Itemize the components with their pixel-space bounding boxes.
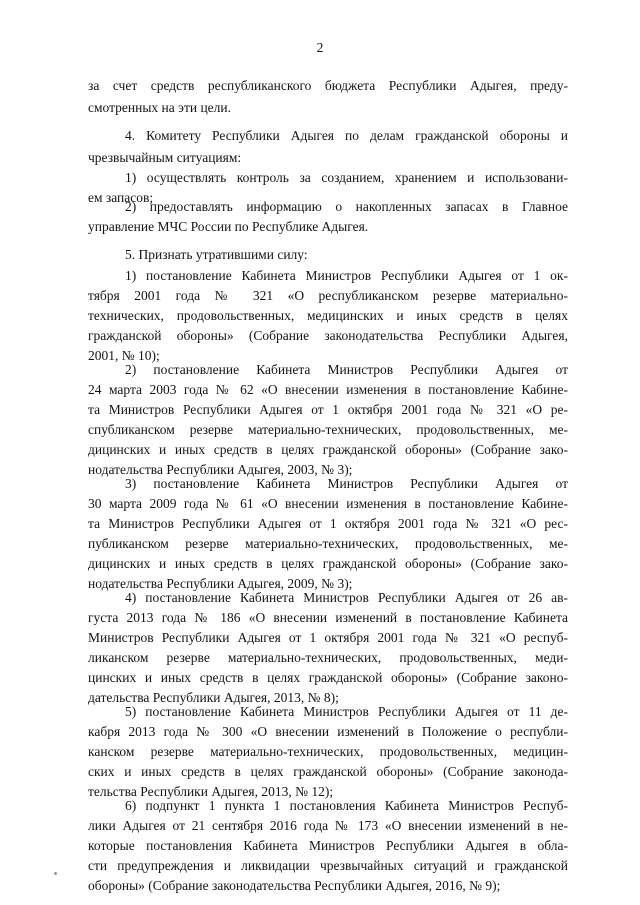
text-line: ских и иных средств в целях гражданской обороны» (Собрание законода- (88, 764, 568, 779)
text-line: обороны» (Собрание законодательства Республики Адыгея, 2016, № 9); (88, 878, 501, 893)
text-line: 4. Комитету Республики Адыгея по делам гражданской обороны и (125, 128, 568, 143)
text-line: за счет средств республиканского бюджета Республики Адыгея, преду- (88, 78, 568, 93)
text-line: сти предупреждения и ликвидации чрезвычайных ситуаций и гражданской (88, 858, 568, 873)
text-line: дицинских и иных средств в целях гражданской обороны» (Собрание зако- (88, 442, 568, 457)
scan-speck (54, 872, 57, 875)
text-line: дицинских и иных средств в целях гражданской обороны» (Собрание зако- (88, 556, 568, 571)
text-line: спубликанском резерве материально-технических, продовольственных, ме- (88, 422, 568, 437)
text-line: 6) подпункт 1 пункта 1 постановления Кабинета Министров Респуб- (125, 798, 568, 813)
text-line: дательства Республики Адыгея, 2013, № 8); (88, 690, 339, 705)
text-line: 5) постановление Кабинета Министров Республики Адыгея от 11 де- (125, 704, 568, 719)
text-line: 2) постановление Кабинета Министров Республики Адыгея от (125, 362, 568, 377)
text-line: нодательства Республики Адыгея, 2009, № 3); (88, 576, 353, 591)
text-line: цинских и иных средств в целях гражданской обороны» (Собрание законо- (88, 670, 568, 685)
text-line: Министров Республики Адыгея от 1 октября 2001 года № 321 «О респуб- (88, 630, 568, 645)
text-line: канском резерве материально-технических, продовольственных, медицин- (88, 744, 568, 759)
text-line: которые постановления Кабинета Министров Республики Адыгея в обла- (88, 838, 568, 853)
text-line: ликанском резерве материально-технических, продовольственных, меди- (88, 650, 568, 665)
text-line: густа 2013 года № 186 «О внесении изменений в постановление Кабинета (88, 610, 568, 625)
text-line: 30 марта 2009 года № 61 «О внесении изменения в постановление Кабине- (88, 496, 568, 511)
text-line: 3) постановление Кабинета Министров Республики Адыгея от (125, 476, 568, 491)
text-line: та Министров Республики Адыгея от 1 октября 2001 года № 321 «О рес- (88, 516, 568, 531)
text-line: та Министров Республики Адыгея от 1 октября 2001 года № 321 «О ре- (88, 402, 568, 417)
text-line: кабря 2013 года № 300 «О внесении изменений в Положение о республи- (88, 724, 568, 739)
text-line: смотренных на эти цели. (88, 100, 231, 115)
text-line: управление МЧС России по Республике Адыгея. (88, 219, 369, 234)
text-line: публиканском резерве материально-технических, продовольственных, ме- (88, 536, 568, 551)
text-line: лики Адыгея от 21 сентября 2016 года № 173 «О внесении изменений в не- (88, 818, 568, 833)
page-number: 2 (316, 40, 324, 55)
text-line: ем запасов; (88, 190, 154, 205)
text-line: 2) предоставлять информацию о накопленных запасах в Главное (125, 199, 568, 214)
text-line: 4) постановление Кабинета Министров Республики Адыгея от 26 ав- (125, 590, 568, 605)
text-line: 5. Признать утратившими силу: (125, 247, 308, 262)
text-line: нодательства Республики Адыгея, 2003, № 3); (88, 462, 353, 477)
text-line: технических, продовольственных, медицинских и иных средств в целях (88, 308, 568, 323)
text-line: тября 2001 года № 321 «О республиканском резерве материально- (88, 288, 568, 303)
text-line: гражданской обороны» (Собрание законодательства Республики Адыгея, (88, 328, 568, 343)
text-line: чрезвычайным ситуациям: (88, 150, 242, 165)
text-line: 24 марта 2003 года № 62 «О внесении изменения в постановление Кабине- (88, 382, 568, 397)
text-line: 1) осуществлять контроль за созданием, хранением и использовани- (125, 170, 568, 185)
text-line: тельства Республики Адыгея, 2013, № 12); (88, 784, 334, 799)
text-line: 2001, № 10); (88, 348, 160, 363)
text-line: 1) постановление Кабинета Министров Республики Адыгея от 1 ок- (125, 268, 568, 283)
